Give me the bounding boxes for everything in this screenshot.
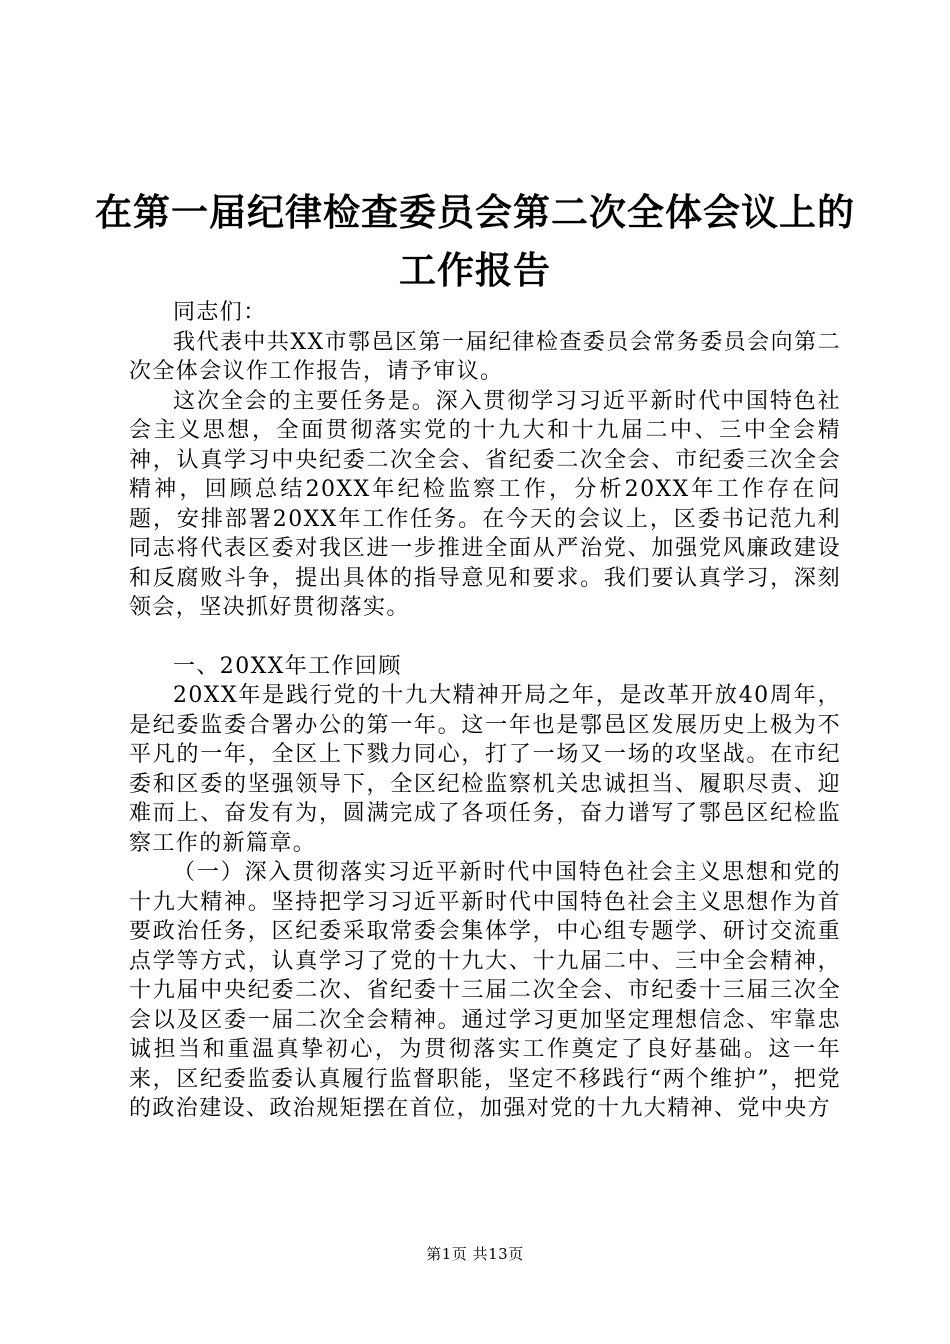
page-number-footer: 第1页 共13页 — [426, 1245, 524, 1263]
section-heading: 一、20XX年工作回顾 — [173, 653, 402, 679]
document-body — [129, 298, 841, 1124]
paragraph-subsection-1: （一）深入贯彻落实习近平新时代中国特色社会主义思想和党的十九大精神。坚持把学习习近平新时代中国特色社会主义思想作为首要政治任务，区纪委采取常委会集体学，中心组专题学、研讨交流重点学等方式，认真学习了党的十九大、十九届二中、三中全会精神，十九届中央纪委二次、省纪委十三届二次全会、市纪委十三届三次全会以及区委一届二次全会精神。通过学习更加坚定理想信念、牢靠忠诚担当和重温真挚初心，为贯彻落实工作奠定了良好基础。这一年来，区纪委监委认真履行监督职能，坚定不移践行“两个维护”，把党的政治建设、政治规矩摆在首位，加强对党的十九大精神、党中央方 — [129, 860, 841, 1121]
document-title-line-1: 在第一届纪律检查委员会第二次全体会议上的 — [95, 190, 855, 234]
paragraph-main-tasks: 这次全会的主要任务是。深入贯彻学习习近平新时代中国特色社会主义思想，全面贯彻落实党的十九大和十九届二中、三中全会精神，认真学习中央纪委二次全会、省纪委二次全会、市纪委三次全会精神，回顾总结20XX年纪检监察工作，分析20XX年工作存在问题，安排部署20XX年工作任务。在今天的会议上，区委书记范九利同志将代表区委对我区进一步推进全面从严治党、加强党风廉政建设和反腐败斗争，提出具体的指导意见和要求。我们要认真学习，深刻领会，坚决抓好贯彻落实。 — [129, 388, 841, 620]
salutation: 同志们： — [173, 300, 267, 325]
paragraph-intro: 我代表中共XX市鄠邑区第一届纪律检查委员会常务委员会向第二次全体会议作工作报告，请予审议。 — [129, 329, 841, 384]
document-title-line-2: 工作报告 — [399, 248, 551, 292]
paragraph-year-review: 20XX年是践行党的十九大精神开局之年，是改革开放40周年，是纪委监委合署办公的第一年。这一年也是鄠邑区发展历史上极为不平凡的一年，全区上下戮力同心，打了一场又一场的攻坚战。在市纪委和区委的坚强领导下，全区纪检监察机关忠诚担当、履职尽责、迎难而上、奋发有为，圆满完成了各项任务，奋力谱写了鄠邑区纪检监察工作的新篇章。 — [129, 683, 841, 856]
